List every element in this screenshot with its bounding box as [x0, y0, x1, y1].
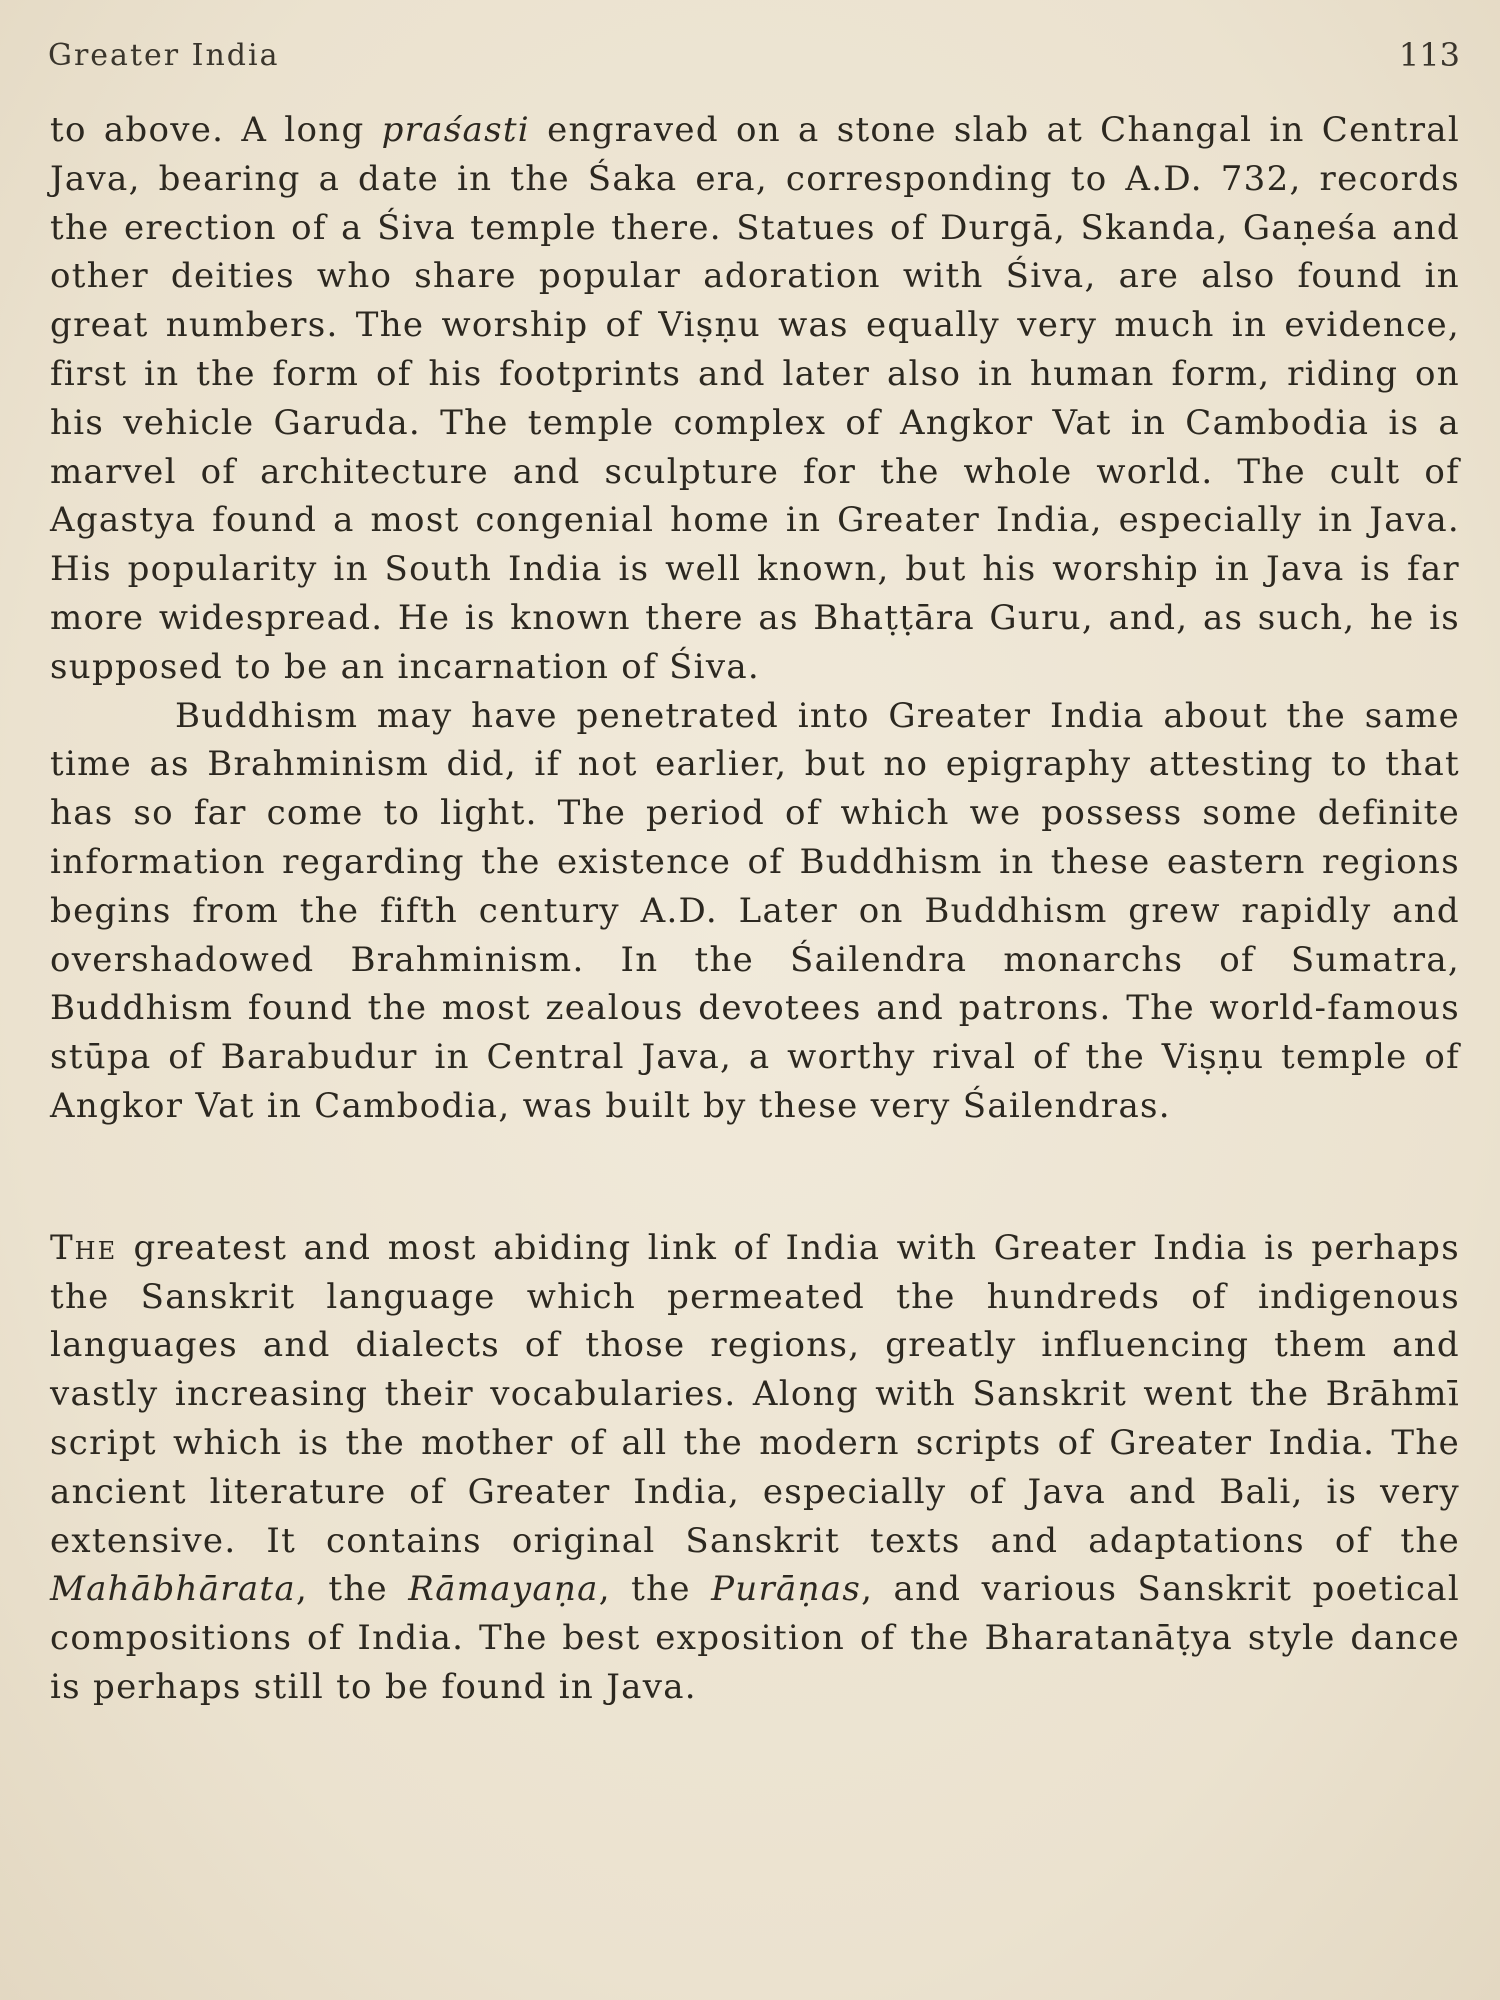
paragraph-2 — [50, 692, 1460, 1131]
italic-term: Mahābhārata — [50, 1569, 296, 1610]
body-text — [50, 106, 1460, 1712]
text-span: greatest and most abiding link of India with Greater India is perhaps the Sanskrit language which permeated the hundreds of indigenous languages and dialects of those regions, greatly influencing them and vastly increasing their vocabularies. Along with Sanskrit went the Brāhmī script which is the mother of all the modern scripts of Greater India. The ancient literature of Greater India, especially of Java and Bali, is very extensive. It contains original Sanskrit texts and adaptations of the — [50, 1227, 1460, 1561]
italic-term: praśasti — [381, 110, 530, 150]
lead-small-caps: The — [50, 1227, 118, 1268]
paragraph-1 — [50, 106, 1460, 692]
italic-term: Rāmayaṇa — [408, 1569, 599, 1610]
text-span: , the — [598, 1569, 712, 1610]
italic-term: Purāṇas — [711, 1569, 862, 1610]
paragraph-3 — [50, 1224, 1460, 1712]
running-head-title: Greater India — [48, 38, 280, 73]
text-span: to above. A long — [50, 110, 382, 150]
text-span: , and various Sanskrit poetical compositions of India. The best exposition of the Bharatanāṭya style dance is perhaps still to be found in Java. — [50, 1569, 1461, 1707]
text-span: Buddhism may have penetrated into Greater India about the same time as Brahminism did, if not earlier, but no epigraphy attesting to that has so far come to light. The period of which we possess some definite information regarding the existence of Buddhism in these eastern regions begins from the fifth century A.D. Later on Buddhism grew rapidly and overshadowed Brahminism. In the Śailendra monarchs of Sumatra, Buddhism found the most zealous devotees and patrons. The world-famous stūpa of Barabudur in Central Java, a worthy rival of the Viṣṇu temple of Angkor Vat in Cambodia, was built by these very Śailendras. — [50, 695, 1460, 1126]
text-span: engraved on a stone slab at Changal in Central Java, bearing a date in the Śaka era, corresponding to A.D. 732, records the erection of a Śiva temple there. Statues of Durgā, Skanda, Gaṇeśa and other deities who share popular adoration with Śiva, are also found in great numbers. The worship of Viṣṇu was equally very much in evidence, first in the form of his footprints and later also in human form, riding on his vehicle Garuda. The temple complex of Angkor Vat in Cambodia is a marvel of architecture and sculpture for the whole world. The cult of Agastya found a most congenial home in Greater India, especially in Java. His popularity in South India is well known, but his worship in Java is far more widespread. He is known there as Bhaṭṭāra Guru, and, as such, he is supposed to be an incarnation of Śiva. — [50, 110, 1460, 687]
text-span: , the — [295, 1569, 409, 1610]
page-number: 113 — [1398, 36, 1460, 74]
